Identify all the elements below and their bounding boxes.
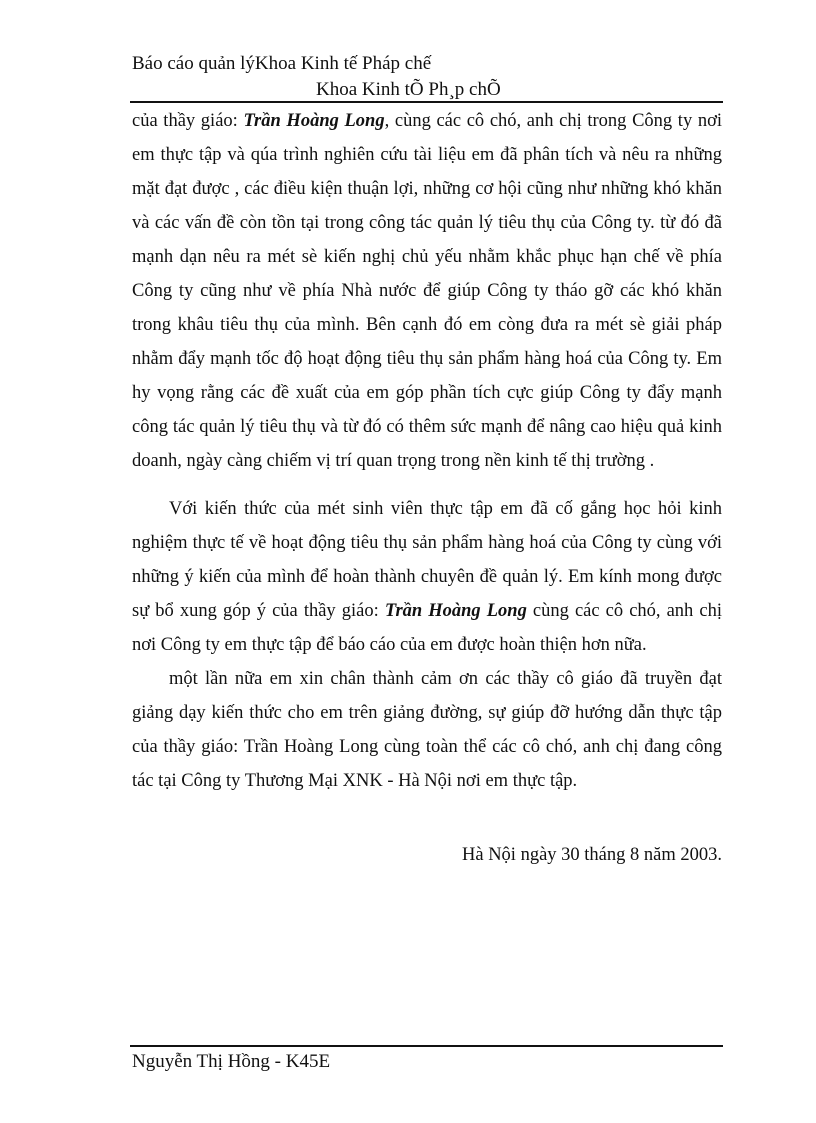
advisor-name: Trần Hoàng Long xyxy=(243,111,385,131)
paragraph-1 xyxy=(132,104,722,478)
footer-divider xyxy=(130,1045,723,1047)
footer-author: Nguyễn Thị Hồng - K45E xyxy=(132,1051,331,1072)
report-body xyxy=(132,104,722,798)
paragraph-1-text: , cùng các cô chó, anh chị trong Công ty nơi em thực tập và qúa trình nghiên cứu tài liệu em đã phân tích và nêu ra những mặt đạt được , các điều kiện thuận lợi, những cơ hội cũng như những khó khăn và các vấn đề còn tồn tại trong công tác quản lý tiêu thụ của Công ty. từ đó đã mạnh dạn nêu ra mét sè kiến nghị chủ yếu nhằm khắc phục hạn chế về phía Công ty cũng như về phía Nhà nước để giúp Công ty tháo gỡ các khó khăn trong khâu tiêu thụ của mình. Bên cạnh đó em còng đưa ra mét sè giải pháp nhằm đẩy mạnh tốc độ hoạt động tiêu thụ sản phẩm hàng hoá của Công ty. Em hy vọng rằng các đề xuất của em góp phần tích cực giúp Công ty đẩy mạnh công tác quản lý tiêu thụ và từ đó có thêm sức mạnh để nâng cao hiệu quả kinh doanh, ngày càng chiếm vị trí quan trọng trong nền kinh tế thị trường . xyxy=(132,111,723,471)
paragraph-1-lead: của thầy giáo: xyxy=(132,111,244,131)
paragraph-3: một lần nữa em xin chân thành cảm ơn các thầy cô giáo đã truyền đạt giảng dạy kiến thức cho em trên giảng đường, sự giúp đỡ hướng dẫn thực tập của thầy giáo: Trần Hoàng Long cùng toàn thể các cô chó, anh chị đang công tác tại Công ty Thương Mại XNK - Hà Nội nơi em thực tập. xyxy=(132,669,722,791)
header-title: Báo cáo quản lýKhoa Kinh tế Pháp chế xyxy=(132,53,432,74)
header-divider xyxy=(130,101,723,103)
header-subtitle: Khoa Kinh tÕ Ph¸p chÕ xyxy=(316,79,501,100)
paragraph-2-text: cùng các cô chó, anh chị nơi Công ty em thực tập để báo cáo của em được hoàn thiện hơn nữa. xyxy=(132,601,722,655)
closing-date: Hà Nội ngày 30 tháng 8 năm 2003. xyxy=(462,845,722,865)
paragraph-2-lead: Với kiến thức của mét sinh viên thực tập em đã cố gắng học hỏi kinh nghiệm thực tế về hoạt động tiêu thụ sản phẩm hàng hoá của Công ty cùng với những ý kiến của mình để hoàn thành chuyên đề quản lý. Em kính mong được sự bổ xung góp ý của thầy giáo: xyxy=(132,499,722,621)
paragraph-2 xyxy=(132,492,722,662)
advisor-name-2: Trần Hoàng Long xyxy=(384,601,527,621)
